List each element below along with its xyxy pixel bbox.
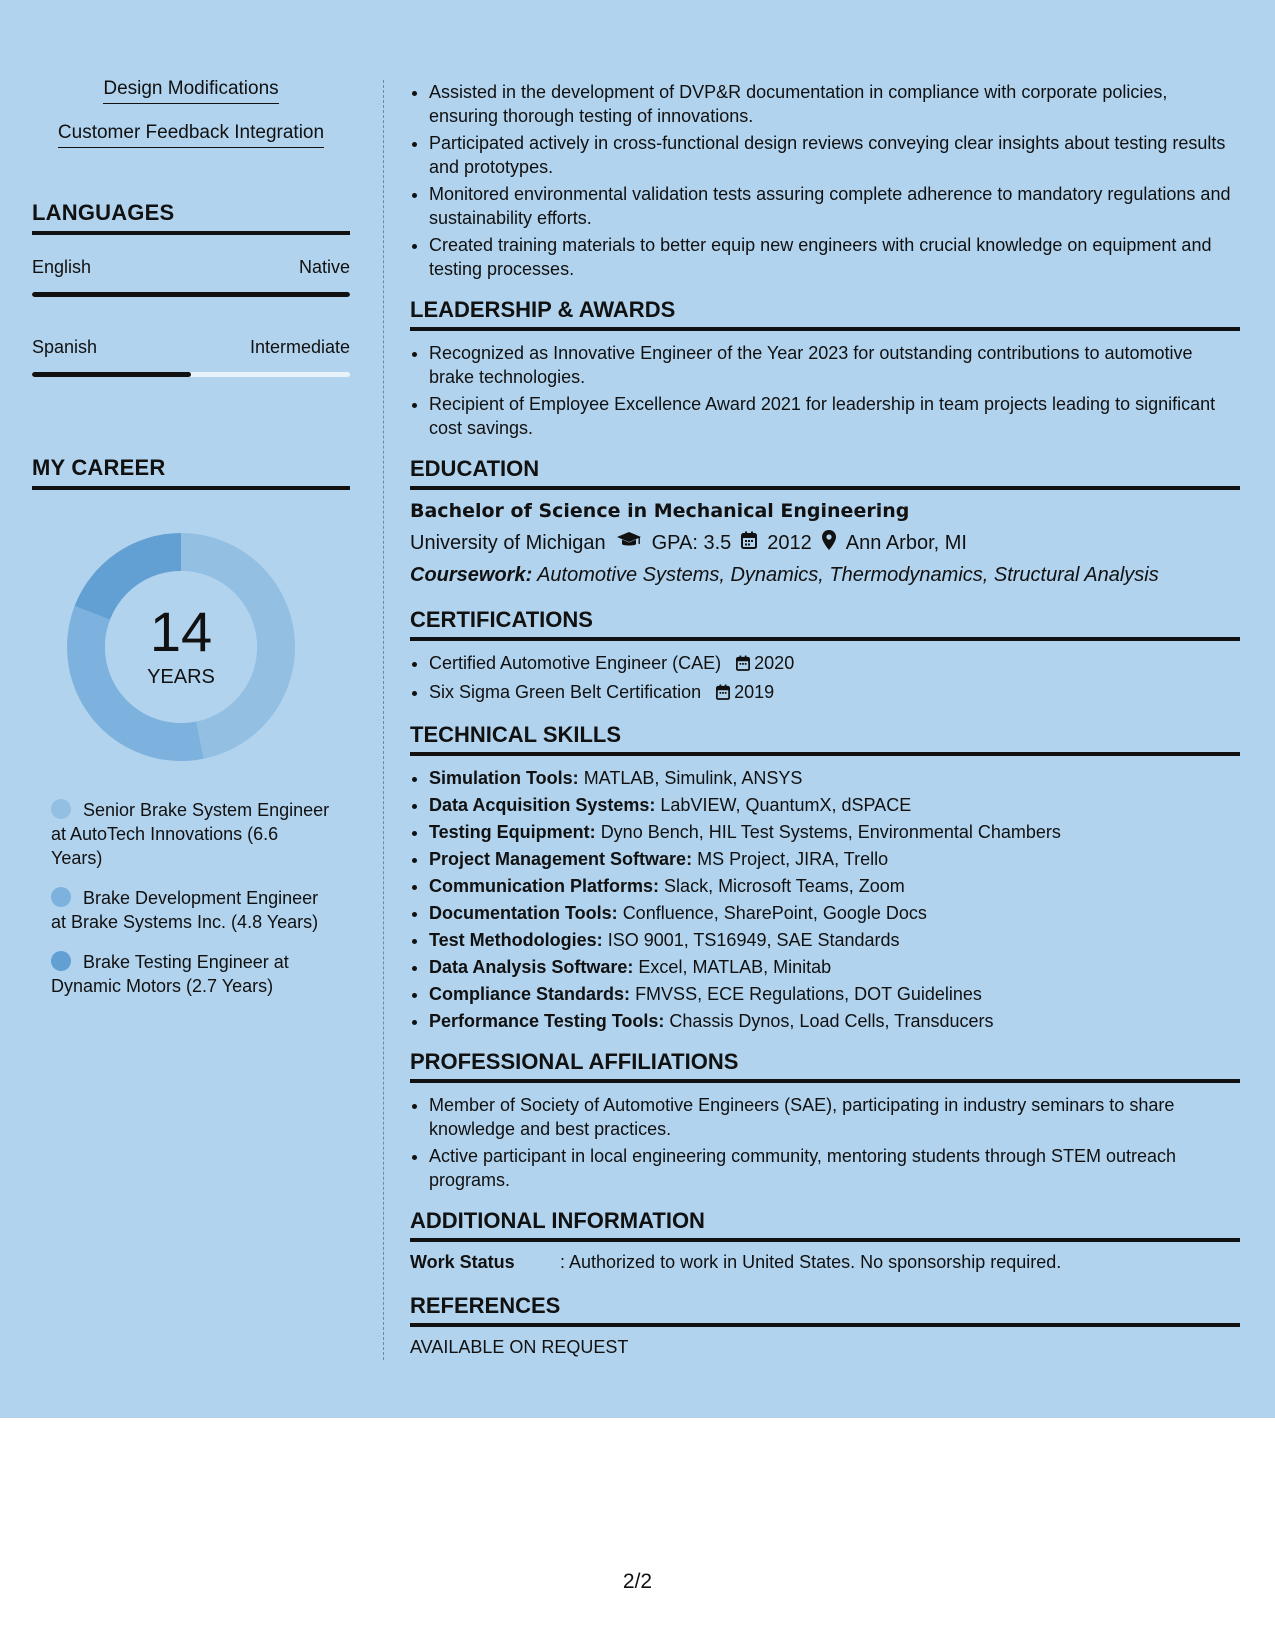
map-pin-icon <box>822 530 836 556</box>
language-entry <box>32 257 350 297</box>
affiliation-item: • Member of Society of Automotive Engineers (SAE), participating in industry seminars to share knowledge and best practices. <box>429 1093 1240 1141</box>
skill-label: Test Methodologies: <box>429 930 603 950</box>
skill-link-label: Customer Feedback Integration <box>58 122 324 148</box>
award-item: • Recipient of Employee Excellence Award 2021 for leadership in team projects leading to significant cost savings. <box>429 392 1240 440</box>
skill-item <box>429 847 1240 871</box>
education-heading: EDUCATION <box>410 456 1240 490</box>
references-heading: REFERENCES <box>410 1293 1240 1327</box>
career-legend-item <box>51 798 331 870</box>
additional-info-heading: ADDITIONAL INFORMATION <box>410 1208 1240 1242</box>
skill-label: Communication Platforms: <box>429 876 660 896</box>
work-status-label: Work Status <box>410 1252 515 1272</box>
certification-year: 2020 <box>754 653 795 673</box>
experience-bullet: • Monitored environmental validation tests assuring complete adherence to mandatory regulations and sustainability efforts. <box>429 182 1240 230</box>
legend-label: Brake Development Engineer at Brake Systems Inc. (4.8 Years) <box>51 888 319 932</box>
career-total-years: 14 <box>149 600 213 663</box>
school-location: Ann Arbor, MI <box>845 531 967 554</box>
skill-value: LabVIEW, QuantumX, dSPACE <box>660 795 912 815</box>
skill-label: Simulation Tools: <box>429 768 579 788</box>
left-column <box>32 78 350 1014</box>
skill-label: Data Acquisition Systems: <box>429 795 656 815</box>
skill-item <box>429 766 1240 790</box>
experience-bullet: • Assisted in the development of DVP&R documentation in compliance with corporate policies, ensuring thorough testing of innovations. <box>429 80 1240 128</box>
gpa: GPA: 3.5 <box>651 531 732 554</box>
language-name: Spanish <box>32 337 98 357</box>
skill-value: FMVSS, ECE Regulations, DOT Guidelines <box>635 984 982 1004</box>
certification-item <box>429 651 1240 677</box>
calendar-icon <box>736 653 750 677</box>
coursework <box>410 564 1240 587</box>
leadership-heading: LEADERSHIP & AWARDS <box>410 297 1240 331</box>
work-status-value: : Authorized to work in United States. No sponsorship required. <box>560 1252 1062 1272</box>
skill-item <box>429 928 1240 952</box>
language-proficiency-bar <box>32 372 350 377</box>
skill-item <box>429 874 1240 898</box>
legend-dot <box>51 799 71 819</box>
calendar-icon <box>741 531 757 555</box>
skill-label: Documentation Tools: <box>429 903 618 923</box>
column-divider <box>383 80 384 1360</box>
affiliations-heading: PROFESSIONAL AFFILIATIONS <box>410 1049 1240 1083</box>
education-details <box>410 530 1240 556</box>
language-proficiency-bar <box>32 292 350 297</box>
legend-dot <box>51 887 71 907</box>
legend-label: Senior Brake System Engineer at AutoTech Innovations (6.6 Years) <box>51 800 330 868</box>
calendar-icon <box>716 682 730 706</box>
degree-title: Bachelor of Science in Mechanical Engineering <box>410 500 910 522</box>
career-total-unit: YEARS <box>147 666 215 688</box>
skill-item <box>429 982 1240 1006</box>
graduation-cap-icon <box>616 531 642 555</box>
skill-label: Compliance Standards: <box>429 984 631 1004</box>
experience-bullet: • Participated actively in cross-functional design reviews conveying clear insights about testing results and prototypes. <box>429 131 1240 179</box>
languages-heading: LANGUAGES <box>32 200 350 235</box>
legend-dot <box>51 951 71 971</box>
skill-link[interactable] <box>32 122 350 148</box>
experience-bullets <box>410 80 1240 281</box>
skill-item <box>429 793 1240 817</box>
language-name: English <box>32 257 92 277</box>
skill-item <box>429 901 1240 925</box>
skill-label: Performance Testing Tools: <box>429 1011 665 1031</box>
school-name: University of Michigan <box>410 531 606 554</box>
skill-value: MATLAB, Simulink, ANSYS <box>583 768 803 788</box>
technical-skills-heading: TECHNICAL SKILLS <box>410 722 1240 756</box>
certification-year: 2019 <box>734 682 775 702</box>
skills-list <box>410 766 1240 1033</box>
skill-value: Slack, Microsoft Teams, Zoom <box>664 876 905 896</box>
career-donut-chart <box>66 532 296 762</box>
skill-link[interactable] <box>32 78 350 104</box>
leadership-list <box>410 341 1240 440</box>
skill-value: Dyno Bench, HIL Test Systems, Environmental Chambers <box>600 822 1061 842</box>
skill-label: Testing Equipment: <box>429 822 596 842</box>
certifications-list <box>410 651 1240 706</box>
graduation-year: 2012 <box>767 531 812 554</box>
coursework-label: Coursework: <box>410 564 533 586</box>
award-item: • Recognized as Innovative Engineer of the Year 2023 for outstanding contributions to automotive brake technologies. <box>429 341 1240 389</box>
language-proficiency-fill <box>32 292 350 297</box>
skill-item <box>429 820 1240 844</box>
certifications-heading: CERTIFICATIONS <box>410 607 1240 641</box>
language-level: Intermediate <box>249 337 350 357</box>
affiliations-list <box>410 1093 1240 1192</box>
career-legend-item <box>51 886 331 934</box>
language-proficiency-fill <box>32 372 191 377</box>
skill-value: Excel, MATLAB, Minitab <box>638 957 832 977</box>
legend-label: Brake Testing Engineer at Dynamic Motors (2.7 Years) <box>51 952 289 996</box>
career-legend <box>51 798 331 998</box>
skill-link-label: Design Modifications <box>103 78 278 104</box>
skill-value: Chassis Dynos, Load Cells, Transducers <box>669 1011 994 1031</box>
certification-item <box>429 680 1240 706</box>
career-legend-item <box>51 950 331 998</box>
language-level: Native <box>298 257 350 277</box>
references-text: AVAILABLE ON REQUEST <box>410 1337 629 1357</box>
skill-item <box>429 955 1240 979</box>
career-heading: MY CAREER <box>32 455 350 490</box>
coursework-list: Automotive Systems, Dynamics, Thermodynamics, Structural Analysis <box>537 564 1159 586</box>
skill-value: Confluence, SharePoint, Google Docs <box>622 903 927 923</box>
right-column <box>410 80 1240 1358</box>
skill-value: ISO 9001, TS16949, SAE Standards <box>607 930 900 950</box>
skill-label: Data Analysis Software: <box>429 957 634 977</box>
experience-bullet: • Created training materials to better equip new engineers with crucial knowledge on equipment and testing processes. <box>429 233 1240 281</box>
affiliation-item: • Active participant in local engineering community, mentoring students through STEM outreach programs. <box>429 1144 1240 1192</box>
skill-label: Project Management Software: <box>429 849 693 869</box>
page-number: 2/2 <box>622 1570 653 1593</box>
certification-name: Six Sigma Green Belt Certification <box>429 682 702 702</box>
certification-name: Certified Automotive Engineer (CAE) <box>429 653 722 673</box>
skill-value: MS Project, JIRA, Trello <box>697 849 889 869</box>
language-entry <box>32 337 350 377</box>
work-status-row <box>410 1252 1240 1273</box>
skill-item <box>429 1009 1240 1033</box>
